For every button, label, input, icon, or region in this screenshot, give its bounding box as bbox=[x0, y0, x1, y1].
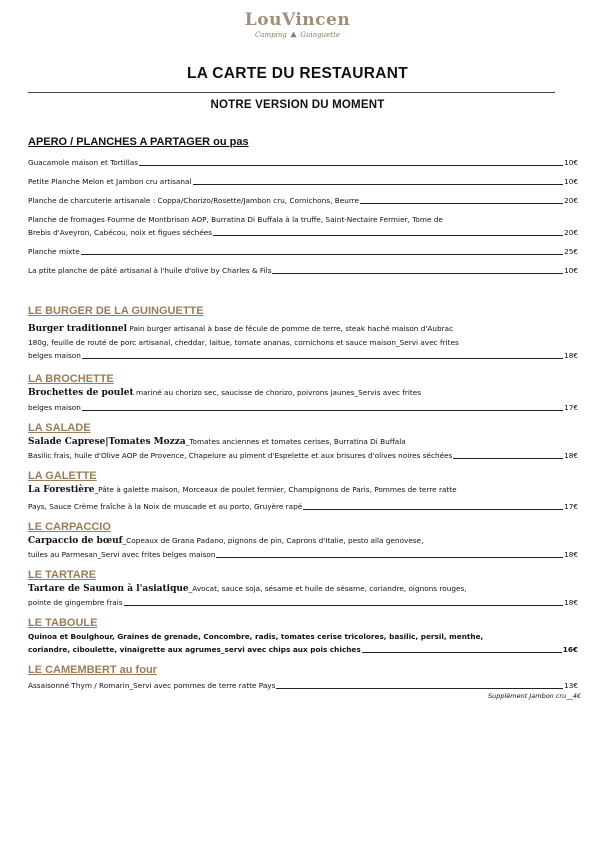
section-heading-camembert: LE CAMEMBERT au four bbox=[28, 664, 157, 676]
item-name: Carpaccio de bœuf bbox=[28, 536, 123, 546]
item-description: Pain burger artisanal à base de fécule de pomme de terre, steak haché maison d'Aubrac bbox=[127, 324, 454, 333]
leader-line bbox=[362, 652, 562, 653]
item-text: Basilic frais, huile d'Olive AOP de Provence, Chapelure au piment d'Espelette et aux brisures d'olives noires séchées bbox=[28, 451, 453, 460]
section-heading-taboule: LE TABOULE bbox=[28, 617, 98, 629]
logo-tagline-right: Guinguette bbox=[300, 31, 341, 39]
item-price: 18€ bbox=[564, 550, 578, 559]
item-text-line: Planche de fromages Fourme de Montbrison AOP, Burratina Di Buffala à la truffe, Saint-Nectaire Fermier, Tome de bbox=[28, 215, 443, 224]
logo-tagline-left: Camping bbox=[254, 31, 287, 39]
item-description: _Tomates anciennes et tomates cerises, Burratina Di Buffala bbox=[185, 437, 406, 446]
item-text: belges maison bbox=[28, 403, 81, 412]
menu-item bbox=[28, 176, 578, 187]
item-price: 17€ bbox=[564, 502, 578, 511]
item-name: Brochettes de poulet bbox=[28, 388, 134, 398]
section-heading-brochette: LA BROCHETTE bbox=[28, 373, 114, 385]
item-text-line: 180g, feuille de routé de porc artisanal, cheddar, laitue, tomate ananas, cornichons et sauce maison_Servi avec frites bbox=[28, 338, 459, 347]
item-price: 25€ bbox=[564, 247, 578, 256]
item-price: 18€ bbox=[564, 351, 578, 360]
leader-line bbox=[216, 557, 563, 558]
menu-item bbox=[28, 157, 578, 168]
leader-line bbox=[124, 605, 564, 606]
leader-line bbox=[276, 688, 563, 689]
item-text: La ptite planche de pâté artisanal à l'huile d'olive by Charles & Fils bbox=[28, 266, 272, 275]
leader-line bbox=[193, 184, 564, 185]
item-text-line bbox=[28, 484, 578, 496]
item-price: 18€ bbox=[564, 451, 578, 460]
menu-item bbox=[28, 501, 578, 512]
section-heading-carpaccio: LE CARPACCIO bbox=[28, 521, 111, 533]
tent-icon bbox=[290, 31, 297, 38]
item-text: Guacamole maison et Tortillas bbox=[28, 158, 139, 167]
page-title: LA CARTE DU RESTAURANT bbox=[186, 65, 408, 82]
item-name: Salade Caprese|Tomates Mozza bbox=[28, 437, 186, 447]
menu-item bbox=[28, 195, 578, 206]
item-name: Tartare de Saumon à l'asiatique bbox=[28, 584, 189, 594]
logo bbox=[0, 10, 595, 39]
leader-line bbox=[139, 165, 563, 166]
item-text-line bbox=[28, 436, 578, 448]
item-price: 18€ bbox=[564, 598, 578, 607]
item-text-line: Quinoa et Boulghour, Graines de grenade, Concombre, radis, tomates cerise tricolores, basilic, persil, menthe, bbox=[28, 632, 484, 641]
menu-item bbox=[28, 549, 578, 560]
item-text-line bbox=[28, 387, 578, 399]
leader-line bbox=[82, 410, 563, 411]
item-name: Burger traditionnel bbox=[28, 324, 128, 334]
item-description: _Pâte à galette maison, Morceaux de poulet fermier, Champignons de Paris, Pommes de terre ratte bbox=[94, 485, 457, 494]
title-divider bbox=[28, 92, 555, 93]
leader-line bbox=[453, 458, 563, 459]
item-price: 20€ bbox=[564, 196, 578, 205]
item-text: pointe de gingembre frais bbox=[28, 598, 123, 607]
item-text-line bbox=[28, 535, 578, 547]
menu-item bbox=[28, 450, 578, 461]
item-text: Assaisonné Thym / Romarin_Servi avec pommes de terre ratte Pays bbox=[28, 681, 276, 690]
menu-content bbox=[28, 136, 581, 700]
menu-item bbox=[28, 402, 578, 413]
section-heading-burger: LE BURGER DE LA GUINGUETTE bbox=[28, 305, 204, 317]
menu-item bbox=[28, 680, 578, 691]
item-price: 10€ bbox=[564, 266, 578, 275]
item-price: 10€ bbox=[564, 177, 578, 186]
item-text: belges maison bbox=[28, 351, 81, 360]
section-heading-galette: LA GALETTE bbox=[28, 470, 97, 482]
item-text: Petite Planche Melon et Jambon cru artisanal bbox=[28, 177, 192, 186]
leader-line bbox=[82, 358, 563, 359]
logo-name: LouVincen bbox=[244, 10, 351, 30]
logo-tagline bbox=[0, 31, 595, 39]
item-text: coriandre, ciboulette, vinaigrette aux agrumes_servi avec chips aux pois chiches bbox=[28, 645, 361, 654]
item-price: 16€ bbox=[562, 645, 578, 654]
item-price: 17€ bbox=[564, 403, 578, 412]
item-text: Planche de charcuterie artisanale : Coppa/Chorizo/Rosette/Jambon cru, Cornichons, Beurre bbox=[28, 196, 360, 205]
item-text: Brebis d'Aveyron, Cabécou, noix et figues séchées bbox=[28, 228, 213, 237]
leader-line bbox=[303, 509, 563, 510]
item-price: 20€ bbox=[564, 228, 578, 237]
menu-item bbox=[28, 644, 578, 655]
leader-line bbox=[213, 235, 563, 236]
section-heading-tartare: LE TARTARE bbox=[28, 569, 97, 581]
item-description: mariné au chorizo sec, saucisse de chorizo, poivrons jaunes_Servis avec frites bbox=[133, 388, 422, 397]
item-description: _Avocat, sauce soja, sésame et huile de sésame, coriandre, oignons rouges, bbox=[188, 584, 467, 593]
page-subtitle: NOTRE VERSION DU MOMENT bbox=[210, 99, 385, 111]
menu-item bbox=[28, 246, 578, 257]
item-price: 10€ bbox=[564, 158, 578, 167]
menu-item bbox=[28, 597, 578, 608]
menu-item bbox=[28, 265, 578, 276]
leader-line bbox=[81, 254, 563, 255]
item-text: Pays, Sauce Crème fraîche à la Noix de muscade et au porto, Gruyère rapé bbox=[28, 502, 303, 511]
menu-item bbox=[28, 350, 578, 361]
section-heading-salade: LA SALADE bbox=[28, 422, 91, 434]
item-description: _Copeaux de Grana Padano, pignons de pin, Caprons d'Italie, pesto alla genovese, bbox=[122, 536, 424, 545]
item-text-line bbox=[28, 323, 578, 335]
section-heading-apero: APERO / PLANCHES A PARTAGER ou pas bbox=[28, 136, 249, 148]
item-text: tuiles au Parmesan_Servi avec frites belges maison bbox=[28, 550, 216, 559]
item-text-line bbox=[28, 583, 578, 595]
item-price: 13€ bbox=[564, 681, 578, 690]
leader-line bbox=[272, 273, 563, 274]
menu-item bbox=[28, 227, 578, 238]
item-name: La Forestière bbox=[28, 485, 95, 495]
supplement-note: Supplément Jambon cru__4€ bbox=[487, 692, 581, 700]
leader-line bbox=[360, 203, 563, 204]
item-text: Planche mixte bbox=[28, 247, 80, 256]
